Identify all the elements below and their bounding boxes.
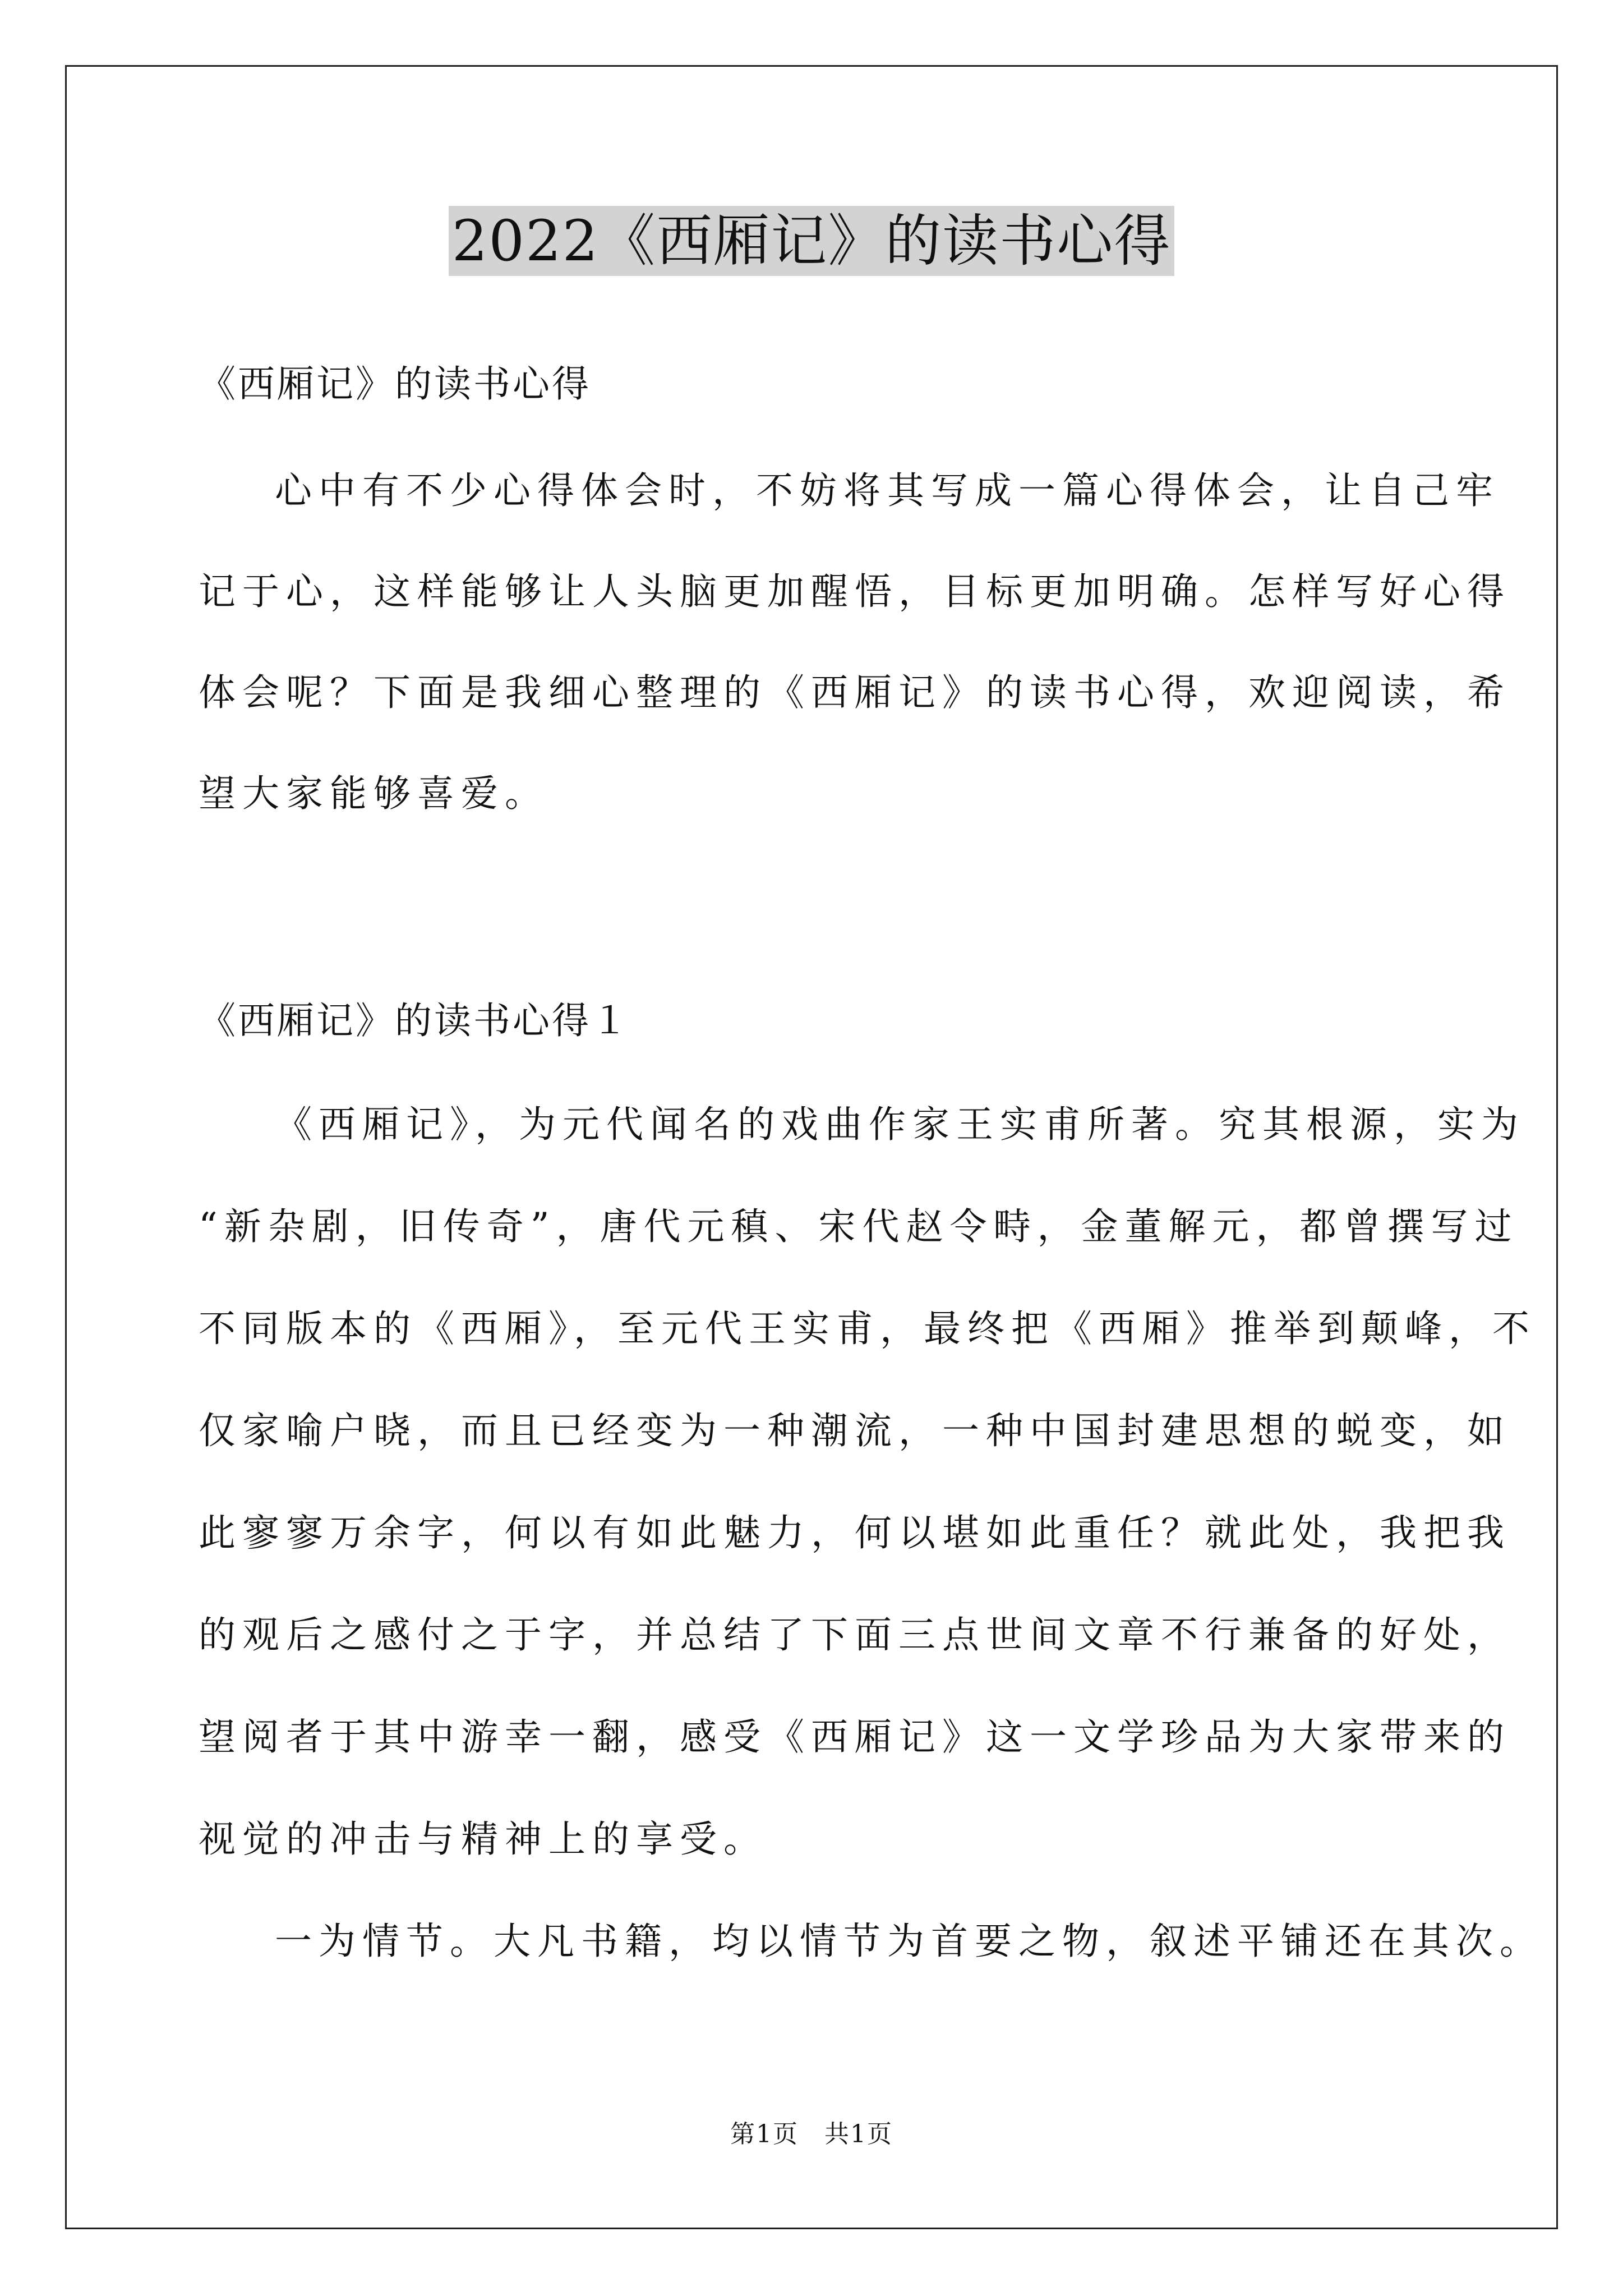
intro-line-4: 望大家能够喜爱。 bbox=[199, 772, 548, 815]
intro-line-1: 心中有不少心得体会时，不妨将其写成一篇心得体会，让自己牢 bbox=[275, 469, 1500, 512]
intro-line-2: 记于心，这样能够让人头脑更加醒悟，目标更加明确。怎样写好心得 bbox=[199, 570, 1511, 613]
document-title bbox=[0, 202, 1623, 280]
subtitle: 《西厢记》的读书心得 bbox=[199, 362, 591, 406]
section1-heading: 《西厢记》的读书心得１ bbox=[199, 999, 630, 1042]
section1-line-5: 此寥寥万余字，何以有如此魅力，何以堪如此重任？就此处，我把我 bbox=[199, 1511, 1511, 1554]
section1-line-1: 《西厢记》，为元代闻名的戏曲作家王实甫所著。究其根源，实为 bbox=[275, 1103, 1525, 1146]
section1-line-8: 视觉的冲击与精神上的享受。 bbox=[199, 1818, 767, 1861]
section1-para2-line-1: 一为情节。大凡书籍，均以情节为首要之物，叙述平铺还在其次。 bbox=[275, 1920, 1543, 1963]
page-footer: 第1页 共1页 bbox=[730, 2120, 893, 2148]
document-title-text: 2022《西厢记》的读书心得 bbox=[449, 206, 1175, 276]
section1-line-4: 仅家喻户晓，而且已经变为一种潮流，一种中国封建思想的蜕变，如 bbox=[199, 1409, 1511, 1452]
section1-line-3: 不同版本的《西厢》，至元代王实甫，最终把《西厢》推举到颠峰，不 bbox=[199, 1307, 1536, 1350]
section1-line-7: 望阅者于其中游幸一翻，感受《西厢记》这一文学珍品为大家带来的 bbox=[199, 1715, 1511, 1759]
intro-line-3: 体会呢？下面是我细心整理的《西厢记》的读书心得，欢迎阅读，希 bbox=[199, 671, 1511, 714]
section1-line-2: “新杂剧，旧传奇”，唐代元稹、宋代赵令畤，金董解元，都曾撰写过 bbox=[199, 1205, 1519, 1248]
section1-line-6: 的观后之感付之于字，并总结了下面三点世间文章不行兼备的好处， bbox=[199, 1613, 1511, 1657]
